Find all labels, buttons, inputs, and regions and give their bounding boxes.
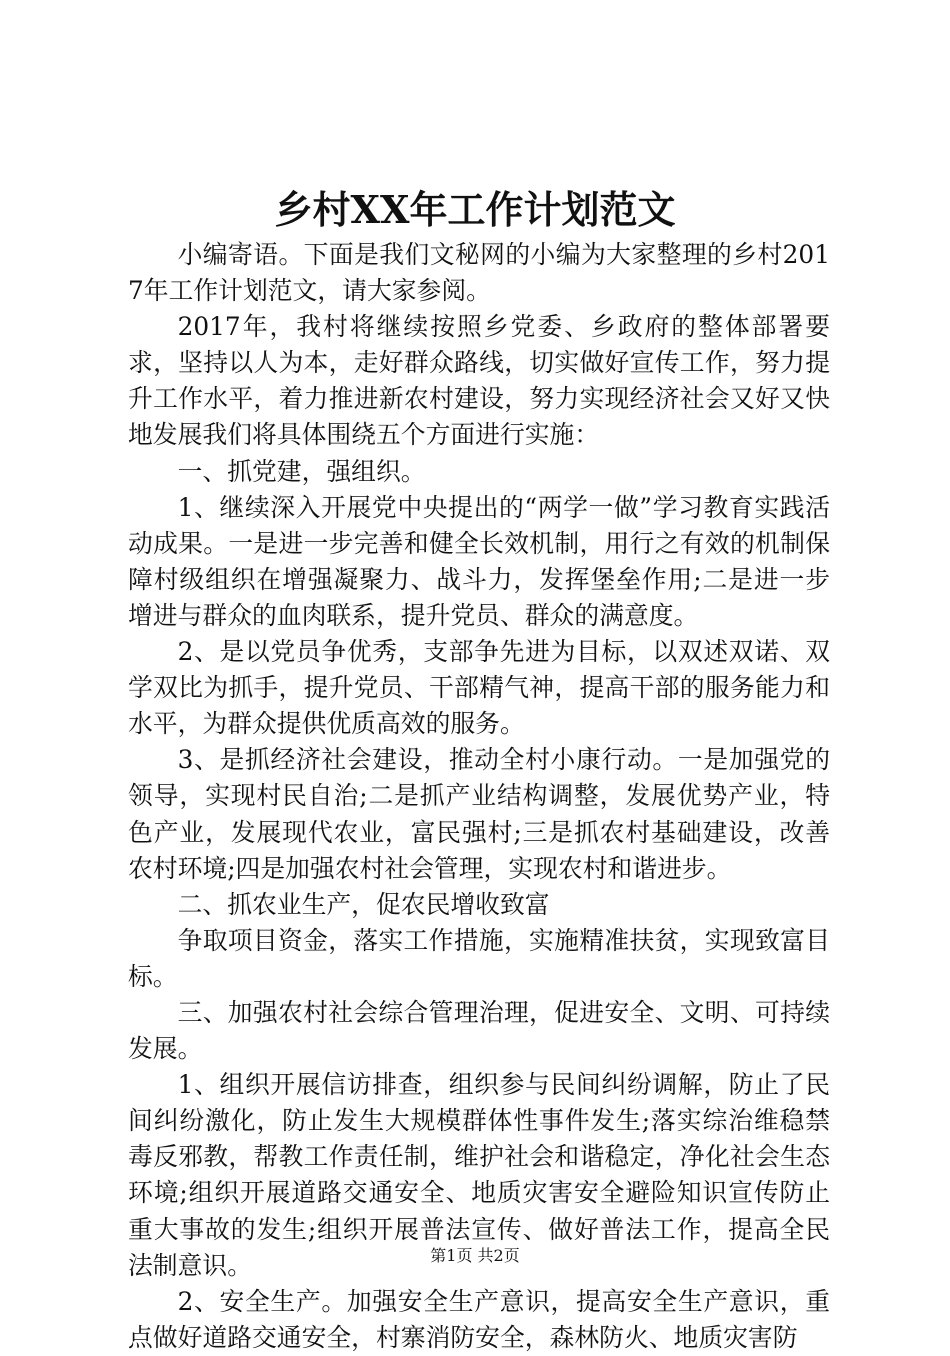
paragraph-governance-1: 1、组织开展信访排查，组织参与民间纠纷调解，防止了民间纠纷激化，防止发生大规模群体性事件发生;落实综治维稳禁毒反邪教，帮教工作责任制，维护社会和谐稳定，净化社会生态环境;组织开展道路交通安全、地质灾害安全避险知识宣传防止重大事故的发生;组织开展普法宣传、做好普法工作，提高全民法制意识。 <box>128 1070 830 1280</box>
section-heading-party-building: 一、抓党建，强组织。 <box>177 456 426 486</box>
section-heading-governance: 三、加强农村社会综合管理治理，促进安全、文明、可持续发展。 <box>128 997 830 1064</box>
document-title: 乡村XX年工作计划范文 <box>274 187 676 232</box>
paragraph-item-3: 3、是抓经济社会建设，推动全村小康行动。一是加强党的领导，实现村民自治;二是抓产业结构调整，发展优势产业，特色产业，发展现代农业，富民强村;三是抓农村基础建设，改善农村环境;四是加强农村社会管理，实现农村和谐进步。 <box>128 745 830 883</box>
paragraph-agriculture: 争取项目资金，落实工作措施，实施精准扶贫，实现致富目标。 <box>128 925 830 991</box>
paragraph-overview: 2017年，我村将继续按照乡党委、乡政府的整体部署要求，坚持以人为本，走好群众路线，切实做好宣传工作，努力提升工作水平，着力推进新农村建设，努力实现经济社会又好又快地发展我们将具体围绕五个方面进行实施： <box>128 312 830 450</box>
paragraph-governance-2: 2、安全生产。加强安全生产意识，提高安全生产意识，重点做好道路交通安全，村寨消防安全，森林防火、地质灾害防 <box>128 1286 830 1352</box>
paragraph-intro: 小编寄语。下面是我们文秘网的小编为大家整理的乡村2017年工作计划范文，请大家参阅。 <box>128 240 830 306</box>
section-heading-agriculture: 二、抓农业生产，促农民增收致富 <box>177 889 550 919</box>
page-number-footer: 第1页 共2页 <box>430 1246 520 1265</box>
document-body <box>128 237 830 1356</box>
paragraph-item-2: 2、是以党员争优秀，支部争先进为目标，以双述双诺、双学双比为抓手，提升党员、干部精气神，提高干部的服务能力和水平，为群众提供优质高效的服务。 <box>128 637 830 739</box>
paragraph-item-1: 1、继续深入开展党中央提出的“两学一做”学习教育实践活动成果。一是进一步完善和健全长效机制，用行之有效的机制保障村级组织在增强凝聚力、战斗力，发挥堡垒作用;二是进一步增进与群众的血肉联系，提升党员、群众的满意度。 <box>128 492 830 630</box>
